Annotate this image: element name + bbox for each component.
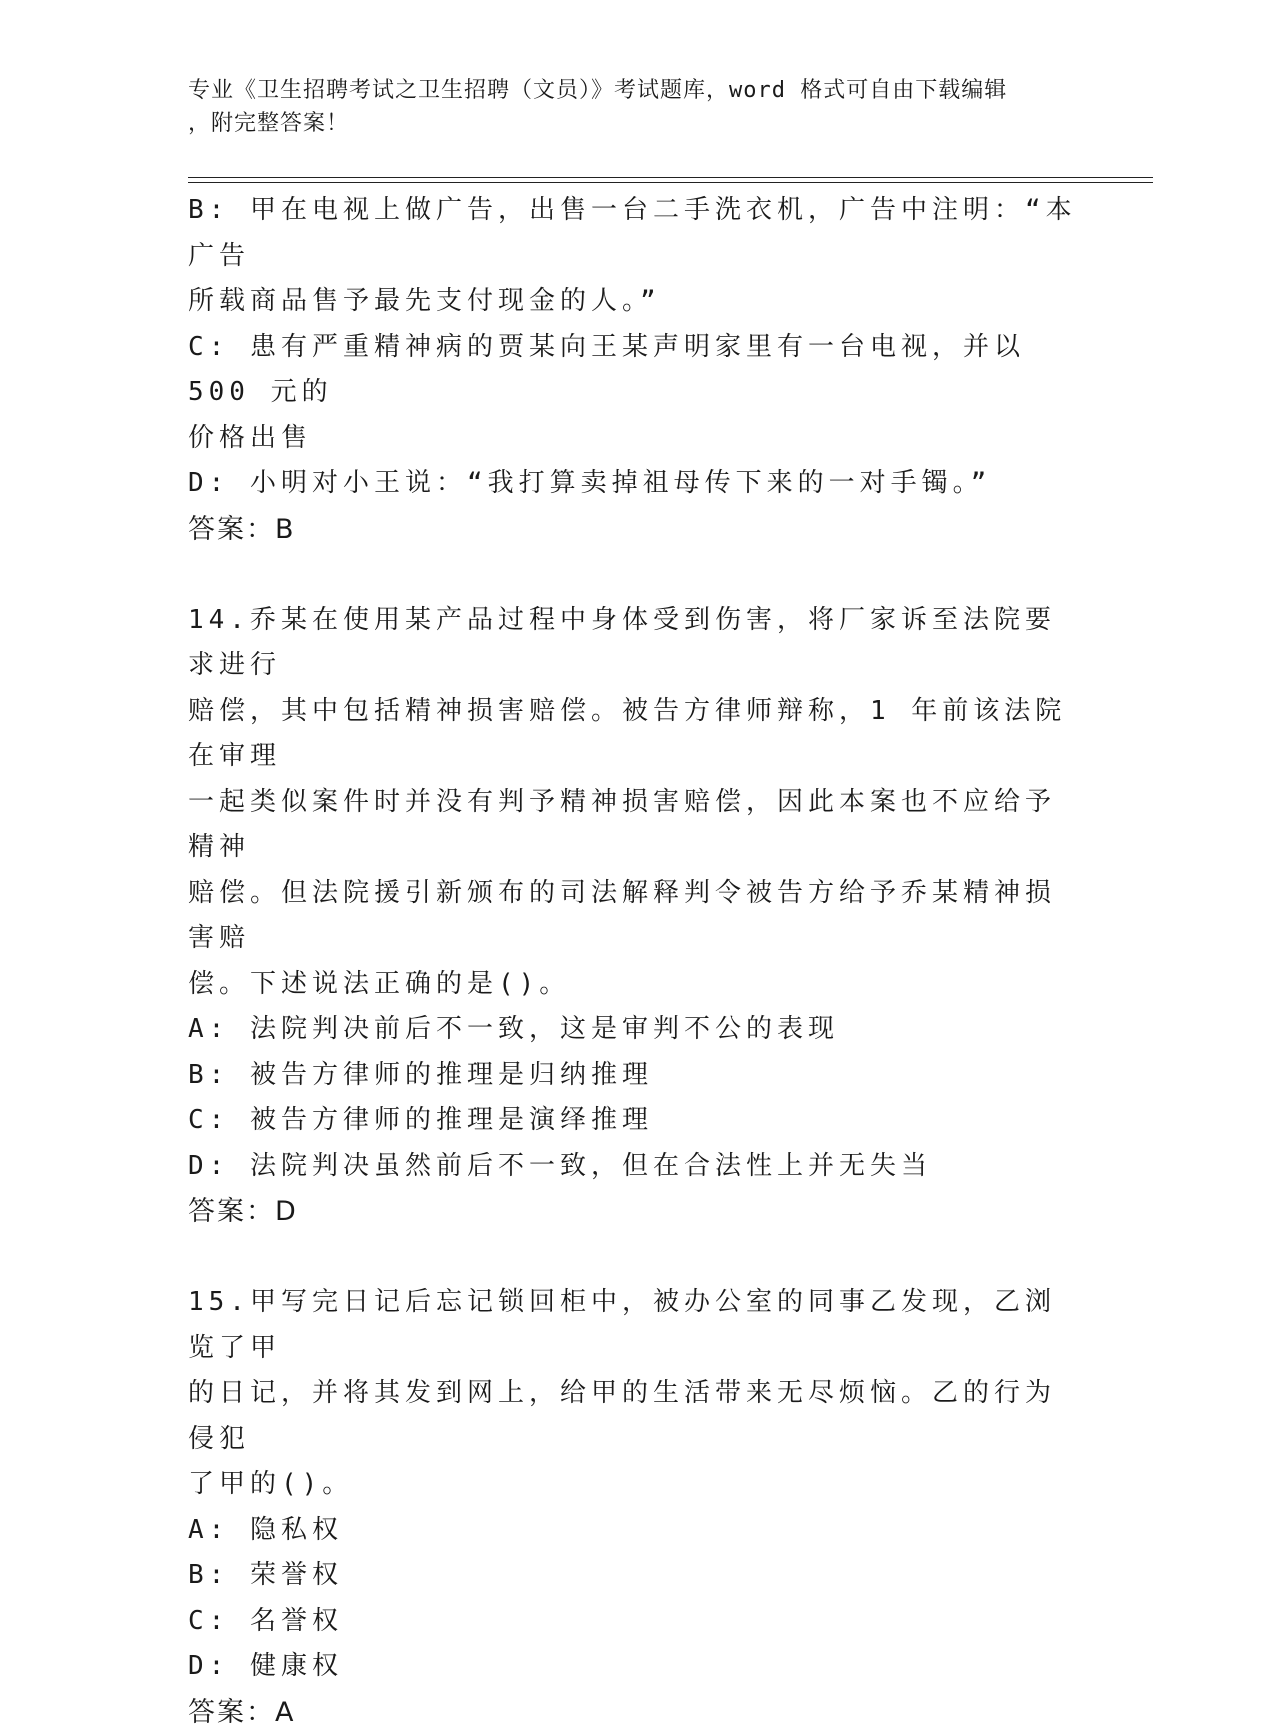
q14-option-d: D: 法院判决虽然前后不一致，但在合法性上并无失当 (188, 1144, 1083, 1190)
q15-option-d: D: 健康权 (188, 1644, 1083, 1690)
option-c-line-1: C: 患有严重精神病的贾某向王某声明家里有一台电视，并以 500 元的 (188, 325, 1083, 416)
q14-stem-line-2: 赔偿，其中包括精神损害赔偿。被告方律师辩称，1 年前该法院在审理 (188, 689, 1083, 780)
question-14 (188, 598, 1083, 1235)
q15-option-c: C: 名誉权 (188, 1599, 1083, 1645)
spacer (188, 552, 1083, 598)
q15-answer: 答案：A (188, 1690, 1083, 1735)
header-line-1: 专业《卫生招聘考试之卫生招聘（文员）》考试题库，word 格式可自由下载编辑 (188, 74, 1068, 107)
q14-answer: 答案：D (188, 1189, 1083, 1235)
q14-option-c: C: 被告方律师的推理是演绎推理 (188, 1098, 1083, 1144)
q15-option-a: A: 隐私权 (188, 1508, 1083, 1554)
header-divider-bottom (188, 182, 1153, 183)
q14-stem-line-3: 一起类似案件时并没有判予精神损害赔偿，因此本案也不应给予精神 (188, 780, 1083, 871)
header-line-2: ，附完整答案！ (188, 107, 1068, 140)
option-b-line-2: 所载商品售予最先支付现金的人。” (188, 279, 1083, 325)
spacer (188, 1235, 1083, 1281)
q14-stem-line-5: 偿。下述说法正确的是()。 (188, 962, 1083, 1008)
q15-stem-line-2: 的日记，并将其发到网上，给甲的生活带来无尽烦恼。乙的行为侵犯 (188, 1371, 1083, 1462)
q14-stem-line-4: 赔偿。但法院援引新颁布的司法解释判令被告方给予乔某精神损害赔 (188, 871, 1083, 962)
question-content (188, 188, 1083, 1735)
q15-stem-line-1: 15.甲写完日记后忘记锁回柜中，被办公室的同事乙发现，乙浏览了甲 (188, 1280, 1083, 1371)
q15-stem-line-3: 了甲的()。 (188, 1462, 1083, 1508)
option-d: D: 小明对小王说：“我打算卖掉祖母传下来的一对手镯。” (188, 461, 1083, 507)
answer-prev: 答案：B (188, 507, 1083, 553)
option-c-line-2: 价格出售 (188, 416, 1083, 462)
q14-stem-line-1: 14.乔某在使用某产品过程中身体受到伤害，将厂家诉至法院要求进行 (188, 598, 1083, 689)
q14-option-b: B: 被告方律师的推理是归纳推理 (188, 1053, 1083, 1099)
q15-option-b: B: 荣誉权 (188, 1553, 1083, 1599)
header-divider-top (188, 177, 1153, 178)
prev-question-options (188, 188, 1083, 552)
page-header (188, 74, 1068, 140)
q14-option-a: A: 法院判决前后不一致，这是审判不公的表现 (188, 1007, 1083, 1053)
question-15 (188, 1280, 1083, 1735)
option-b-line-1: B: 甲在电视上做广告，出售一台二手洗衣机，广告中注明：“本广告 (188, 188, 1083, 279)
